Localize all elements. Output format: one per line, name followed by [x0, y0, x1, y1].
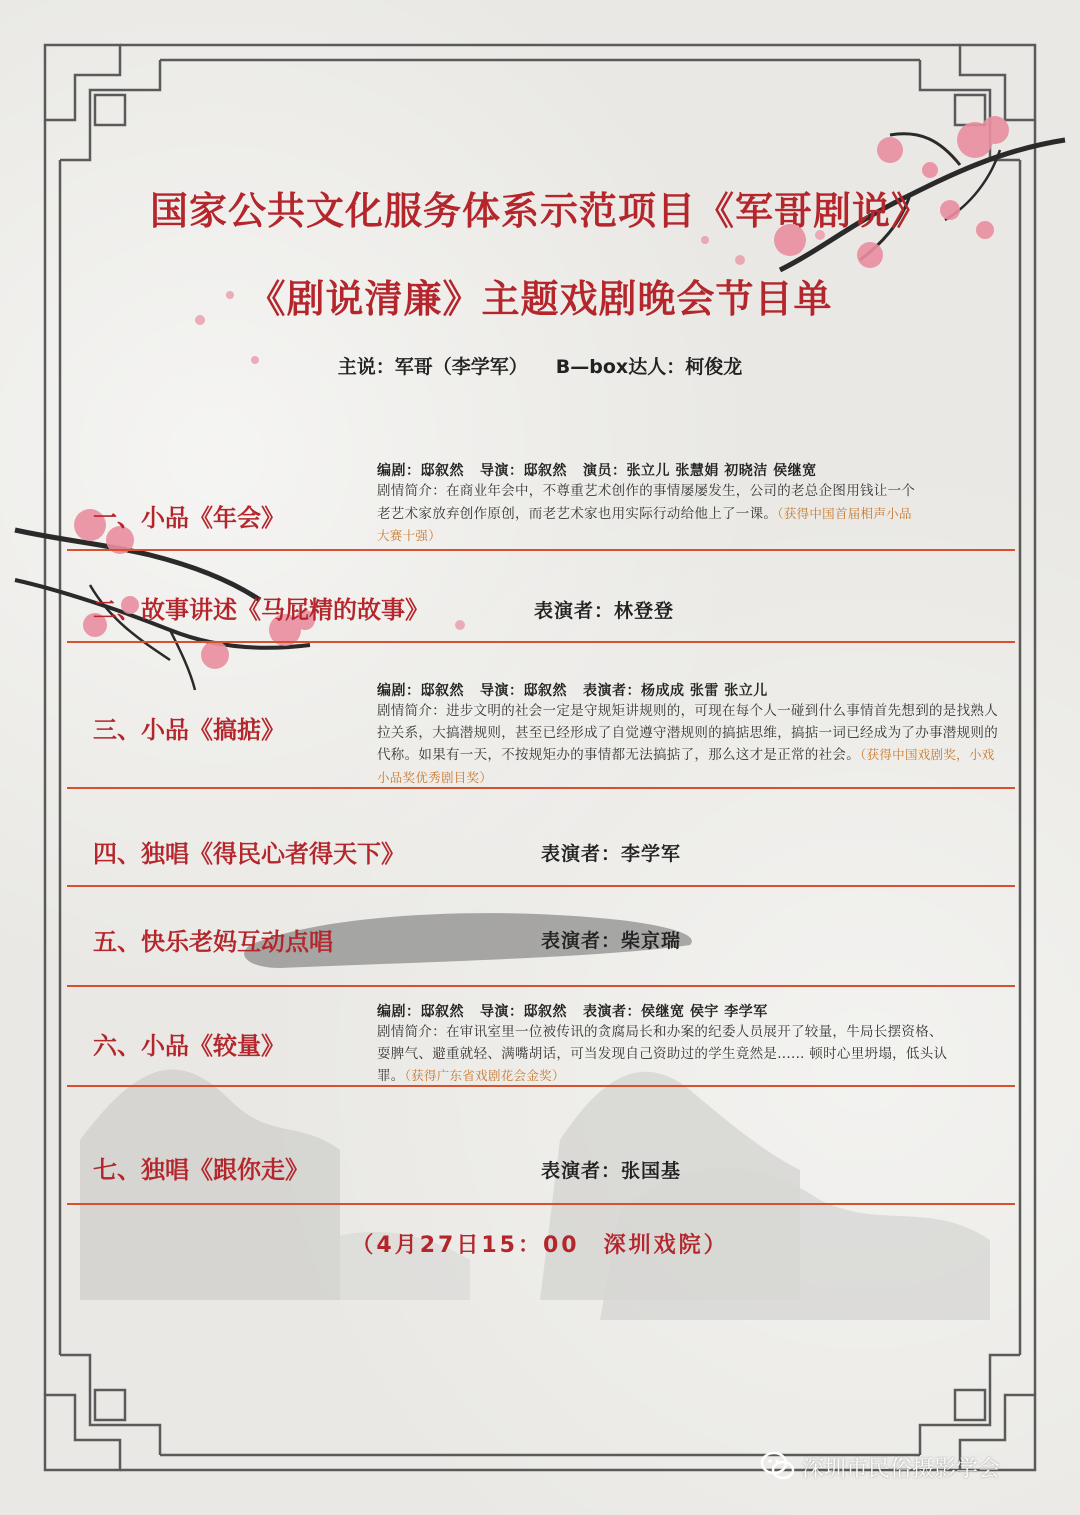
program-7-title: 七、独唱《跟你走》: [93, 1156, 309, 1184]
program-4-title: 四、独唱《得民心者得天下》: [93, 840, 405, 868]
program-6-award: （获得广东省戏剧花会金奖）: [404, 1068, 565, 1083]
program-6-synopsis: [377, 1022, 952, 1088]
event-date-time: （4月27日15：00: [351, 1233, 580, 1258]
program-6-writer: 编剧：邸叙然: [377, 1004, 464, 1020]
program-3-cast: 表演者：杨成成 张雷 张立儿: [583, 683, 768, 699]
program-3-synopsis: [377, 701, 1007, 789]
program-6-credits: [377, 1001, 768, 1021]
divider-3: [67, 787, 1015, 789]
program-3-title: 三、小品《搞掂》: [93, 716, 285, 744]
event-time-venue: [0, 1228, 1080, 1259]
divider-2: [67, 641, 1015, 643]
event-venue: 深圳戏院）: [603, 1233, 729, 1258]
program-1-writer: 编剧：邸叙然: [377, 463, 464, 479]
beatbox-name: B—box达人：柯俊龙: [555, 356, 743, 378]
program-3-synopsis-text: 剧情简介：进步文明的社会一定是守规矩讲规则的，可现在每个人一碰到什么事情首先想到的是找熟人拉关系，大搞潜规则，甚至已经形成了自觉遵守潜规则的搞掂思维，搞掂一词已经成为了办事潜规则的代称。如果有一天，不按规矩办的事情都无法搞掂了，那么这才是正常的社会。: [377, 703, 998, 763]
program-3-director: 导演：邸叙然: [480, 683, 567, 699]
watermark-text: 深圳市民俗摄影学会: [802, 1457, 1001, 1482]
page-subtitle: 《剧说清廉》主题戏剧晚会节目单: [247, 277, 833, 321]
program-4-performer: 表演者：李学军: [541, 843, 682, 865]
program-1-cast: 演员：张立儿 张慧娟 初晓洁 侯继宽: [583, 463, 817, 479]
divider-1: [67, 549, 1015, 551]
page-title: 国家公共文化服务体系示范项目《军哥剧说》: [149, 189, 930, 233]
program-1-synopsis: [377, 481, 922, 548]
program-6-synopsis-text: 剧情简介：在审讯室里一位被传讯的贪腐局长和办案的纪委人员展开了较量，牛局长摆资格、耍脾气、避重就轻、满嘴胡话，可当发现自己资助过的学生竟然是...... 顿时心里坍塌，低头认罪。: [377, 1024, 948, 1084]
program-1-award: （获得中国首届相声小品大赛十强）: [377, 505, 912, 543]
corner-bottom-left: [45, 1355, 160, 1470]
program-7-performer: 表演者：张国基: [541, 1160, 682, 1182]
corner-top-left: [45, 45, 160, 160]
program-2-title: 二、故事讲述《马屁精的故事》: [93, 596, 429, 624]
program-2-performer: 表演者：林登登: [534, 600, 675, 622]
program-6-director: 导演：邸叙然: [480, 1004, 567, 1020]
program-5-performer: 表演者：柴京瑞: [541, 930, 682, 952]
program-6-title: 六、小品《较量》: [93, 1032, 285, 1060]
program-6-cast: 表演者：侯继宽 侯宇 李学军: [583, 1004, 768, 1020]
program-3-award: （获得中国戏剧奖，小戏小品奖优秀剧目奖）: [377, 747, 995, 785]
hosts-line: [0, 352, 1080, 379]
program-3-credits: [377, 680, 768, 700]
divider-4: [67, 885, 1015, 887]
wechat-icon: [760, 1450, 796, 1482]
program-1-synopsis-text: 剧情简介：在商业年会中，不尊重艺术创作的事情屡屡发生，公司的老总企图用钱让一个老艺术家放弃创作原创，而老艺术家也用实际行动给他上了一课。: [377, 483, 916, 522]
program-1-director: 导演：邸叙然: [480, 463, 567, 479]
program-1-title: 一、小品《年会》: [93, 504, 285, 532]
divider-7: [67, 1203, 1015, 1205]
divider-6: [67, 1085, 1015, 1087]
program-3-writer: 编剧：邸叙然: [377, 683, 464, 699]
program-1-credits: [377, 460, 817, 480]
ink-mountains: [80, 1069, 990, 1320]
host-name: 主说：军哥（李学军）: [337, 356, 528, 378]
divider-5: [67, 985, 1015, 987]
program-5-title: 五、快乐老妈互动点唱: [93, 928, 333, 956]
